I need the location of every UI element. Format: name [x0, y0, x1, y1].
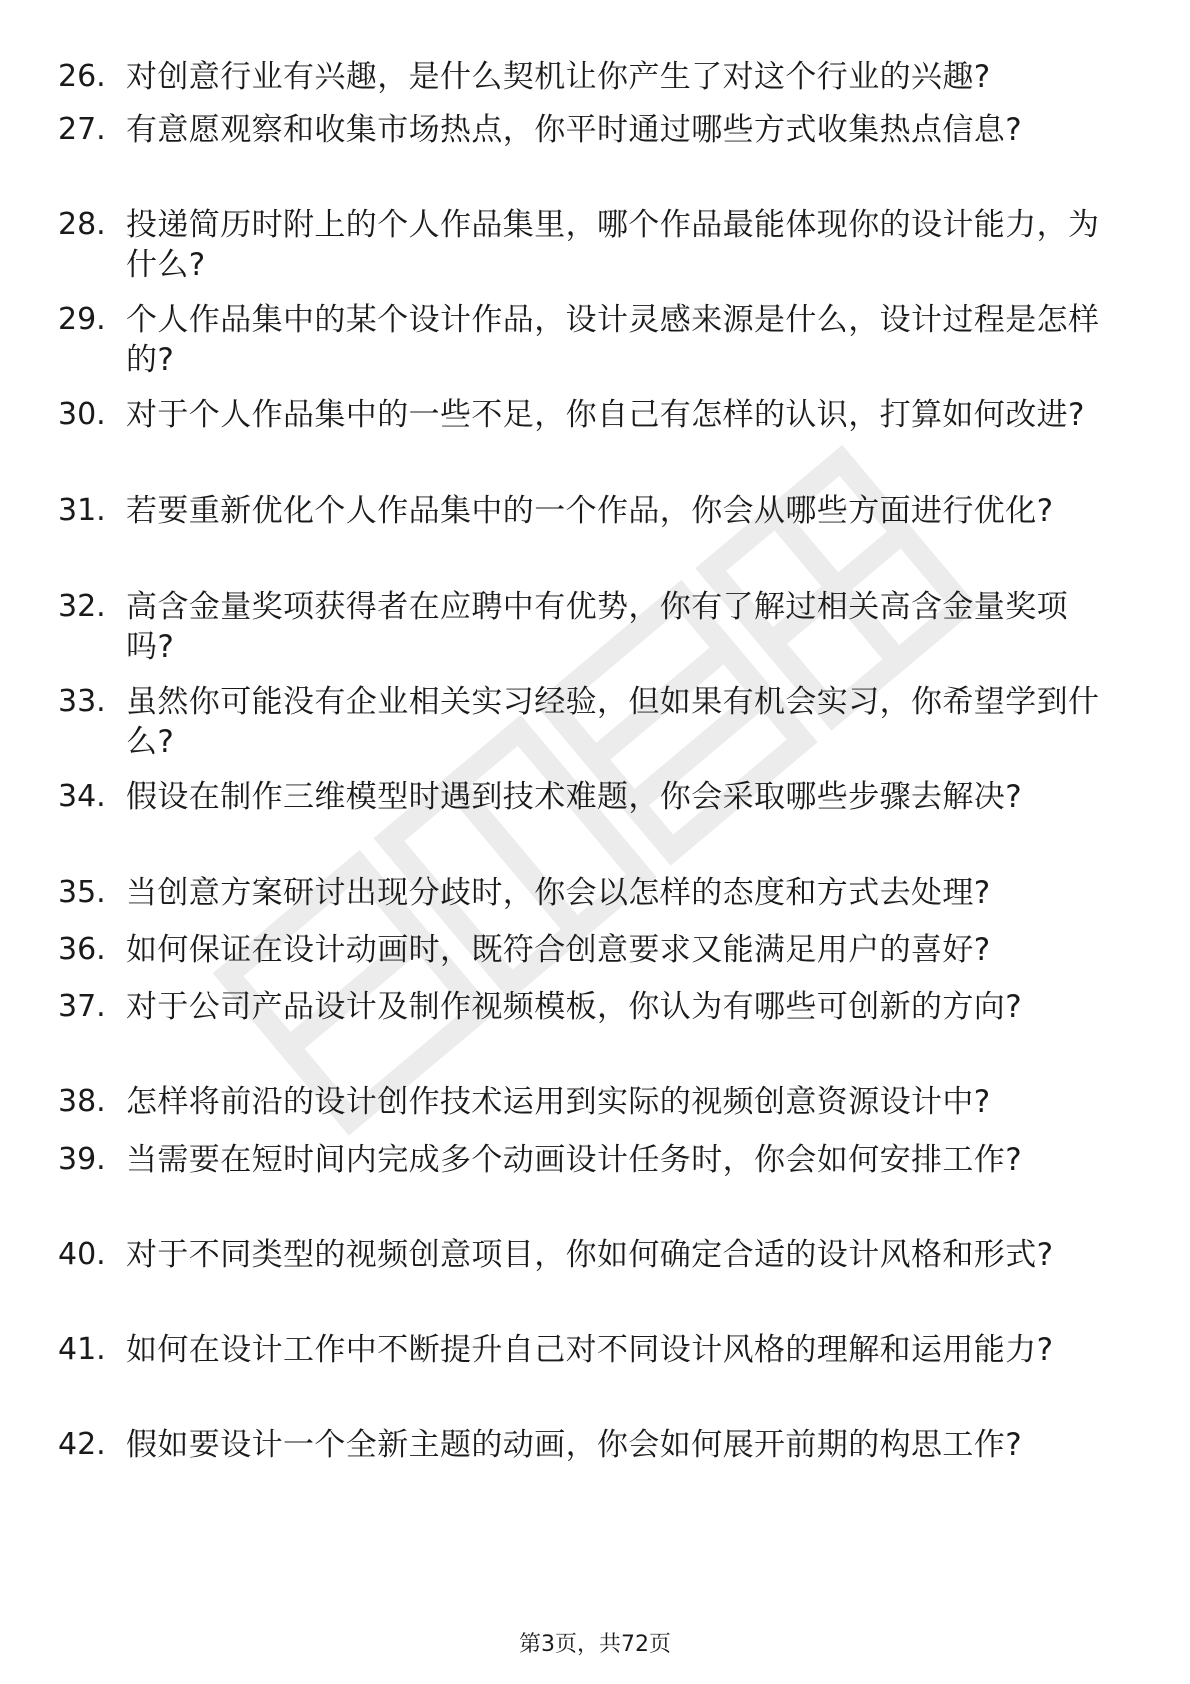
- question-number: 28.: [58, 207, 106, 242]
- question-number: 38.: [58, 1084, 106, 1119]
- question-number: 35.: [58, 875, 106, 910]
- question-number: 27.: [58, 112, 106, 147]
- question-text: 对于不同类型的视频创意项目，你如何确定合适的设计风格和形式?: [126, 1237, 1054, 1273]
- question-text: 如何在设计工作中不断提升自己对不同设计风格的理解和运用能力?: [126, 1332, 1054, 1368]
- question-number: 32.: [58, 589, 106, 624]
- question-text: 虽然你可能没有企业相关实习经验，但如果有机会实习，你希望学到什么?: [126, 684, 1100, 760]
- question-text: 个人作品集中的某个设计作品，设计灵感来源是什么，设计过程是怎样的?: [126, 302, 1100, 378]
- page-number: 第3页，共72页: [519, 1632, 671, 1657]
- question-number: 36.: [58, 932, 106, 967]
- question-number: 37.: [58, 989, 106, 1024]
- question-number: 26.: [58, 59, 106, 94]
- question-number: 33.: [58, 684, 106, 719]
- question-text: 假设在制作三维模型时遇到技术难题，你会采取哪些步骤去解决?: [126, 779, 1023, 815]
- question-text: 对创意行业有兴趣，是什么契机让你产生了对这个行业的兴趣?: [126, 59, 991, 95]
- question-number: 40.: [58, 1237, 106, 1272]
- question-text: 对于公司产品设计及制作视频模板，你认为有哪些可创新的方向?: [126, 989, 1023, 1025]
- question-text: 投递简历时附上的个人作品集里，哪个作品最能体现你的设计能力，为什么?: [126, 207, 1100, 283]
- question-number: 42.: [58, 1427, 106, 1462]
- question-text: 若要重新优化个人作品集中的一个作品，你会从哪些方面进行优化?: [126, 493, 1054, 529]
- question-text: 当创意方案研讨出现分歧时，你会以怎样的态度和方式去处理?: [126, 875, 991, 911]
- question-number: 30.: [58, 397, 106, 432]
- question-number: 41.: [58, 1332, 106, 1367]
- question-text: 如何保证在设计动画时，既符合创意要求又能满足用户的喜好?: [126, 932, 991, 968]
- question-number: 31.: [58, 493, 106, 528]
- question-text: 当需要在短时间内完成多个动画设计任务时，你会如何安排工作?: [126, 1142, 1023, 1178]
- question-text: 高含金量奖项获得者在应聘中有优势，你有了解过相关高含金量奖项吗?: [126, 589, 1068, 665]
- question-text: 怎样将前沿的设计创作技术运用到实际的视频创意资源设计中?: [126, 1084, 991, 1120]
- question-text: 假如要设计一个全新主题的动画，你会如何展开前期的构思工作?: [126, 1427, 1023, 1463]
- question-number: 39.: [58, 1142, 106, 1177]
- question-number: 34.: [58, 779, 106, 814]
- question-text: 有意愿观察和收集市场热点，你平时通过哪些方式收集热点信息?: [126, 112, 1023, 148]
- question-number: 29.: [58, 302, 106, 337]
- question-text: 对于个人作品集中的一些不足，你自己有怎样的认识，打算如何改进?: [126, 397, 1085, 433]
